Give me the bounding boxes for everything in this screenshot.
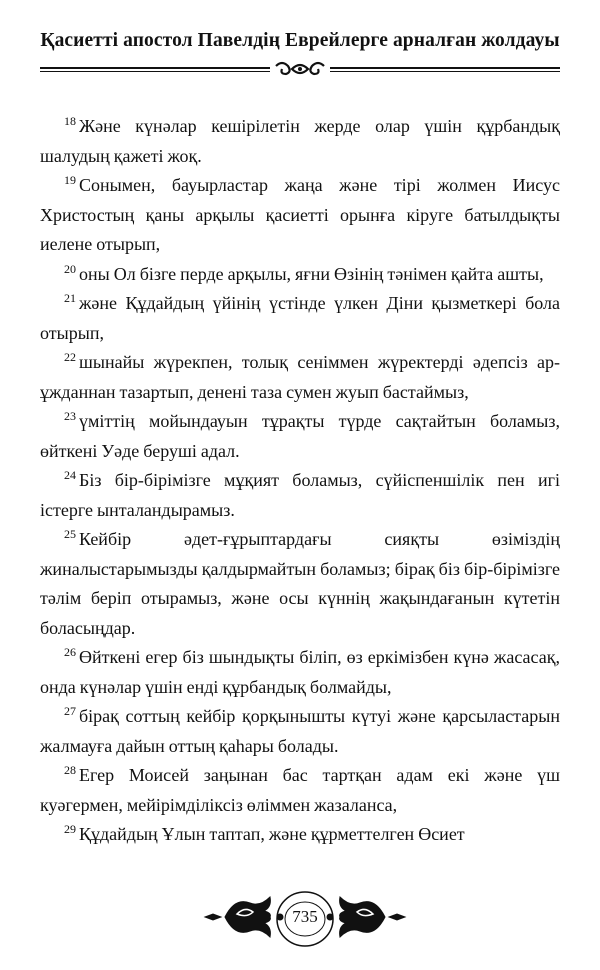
verse-text: Және күнәлар кешірілетін жерде олар үшін құрбандық шалудың қажеті жоқ. (40, 116, 560, 166)
verse-text: шынайы жүрекпен, толық сеніммен жүректерді әдепсіз ар-ұжданнан тазартып, денені таза сумен жуып бастаймыз, (40, 352, 560, 402)
verse-text: және Құдайдың үйінің үстінде үлкен Діни қызметкері бола отырып, (40, 293, 560, 343)
verse-number: 19 (64, 173, 76, 187)
verse-body (40, 112, 560, 850)
verse (40, 289, 560, 348)
verse-number: 20 (64, 261, 76, 276)
page-number-ornament (195, 884, 415, 954)
verse (40, 702, 560, 761)
verse-text: Кейбір әдет-ғұрыптардағы сияқты өзіміздің жиналыстарымызды қалдырмайтын боламыз; бірақ біз бір-бірімізге тәлім беріп отырамыз, және осы күннің жақындағанын күтетін боласыңдар. (40, 529, 560, 638)
verse (40, 260, 560, 290)
verse-number: 21 (64, 291, 76, 305)
header-ornament-icon (270, 60, 330, 78)
verse-text: Біз бір-бірімізге мұқият боламыз, сүйіспеншілік пен игі істерге ынталандырамыз. (40, 470, 560, 520)
verse (40, 112, 560, 171)
verse (40, 820, 560, 850)
verse-text: үміттің мойындауын тұрақты түрде сақтайтын боламыз, өйткені Уәде беруші адал. (40, 411, 560, 461)
verse (40, 643, 560, 702)
verse (40, 171, 560, 260)
verse-text: Сонымен, бауырластар жаңа және тірі жолмен Иисус Христостың қаны арқылы қасиетті орынға кіруге батылдықты иелене отырып, (40, 175, 560, 254)
verse-number: 18 (64, 114, 76, 128)
page-number: 735 (292, 907, 318, 926)
verse (40, 407, 560, 466)
verse-text: Өйткені егер біз шындықты біліп, өз еркімізбен күнә жасасақ, онда күнәлар үшін енді құрбандық болмайды, (40, 647, 560, 697)
verse-number: 24 (64, 468, 76, 482)
verse-text: Егер Моисей заңынан бас тартқан адам екі және үш куәгермен, мейірімділіксіз өліммен жазаланса, (40, 765, 560, 815)
verse-number: 27 (64, 704, 76, 718)
verse-text: оны Ол бізге перде арқылы, яғни Өзінің тәнімен қайта ашты, (79, 263, 544, 284)
running-header: Қасиетті апостол Павелдің Еврейлерге арналған жолдауы (40, 30, 560, 51)
verse-number: 22 (64, 350, 76, 364)
verse (40, 348, 560, 407)
verse (40, 761, 560, 820)
verse (40, 525, 560, 643)
verse (40, 466, 560, 525)
verse-number: 29 (64, 822, 76, 836)
verse-number: 26 (64, 645, 76, 659)
verse-number: 28 (64, 763, 76, 777)
verse-number: 25 (64, 527, 76, 541)
verse-number: 23 (64, 409, 76, 423)
verse-text: бірақ соттың кейбір қорқынышты күтуі және қарсыластарын жалмауға дайын оттың қаһары болады. (40, 706, 560, 756)
verse-text: Құдайдың Ұлын таптап, және құрметтелген Өсиет (79, 824, 465, 844)
